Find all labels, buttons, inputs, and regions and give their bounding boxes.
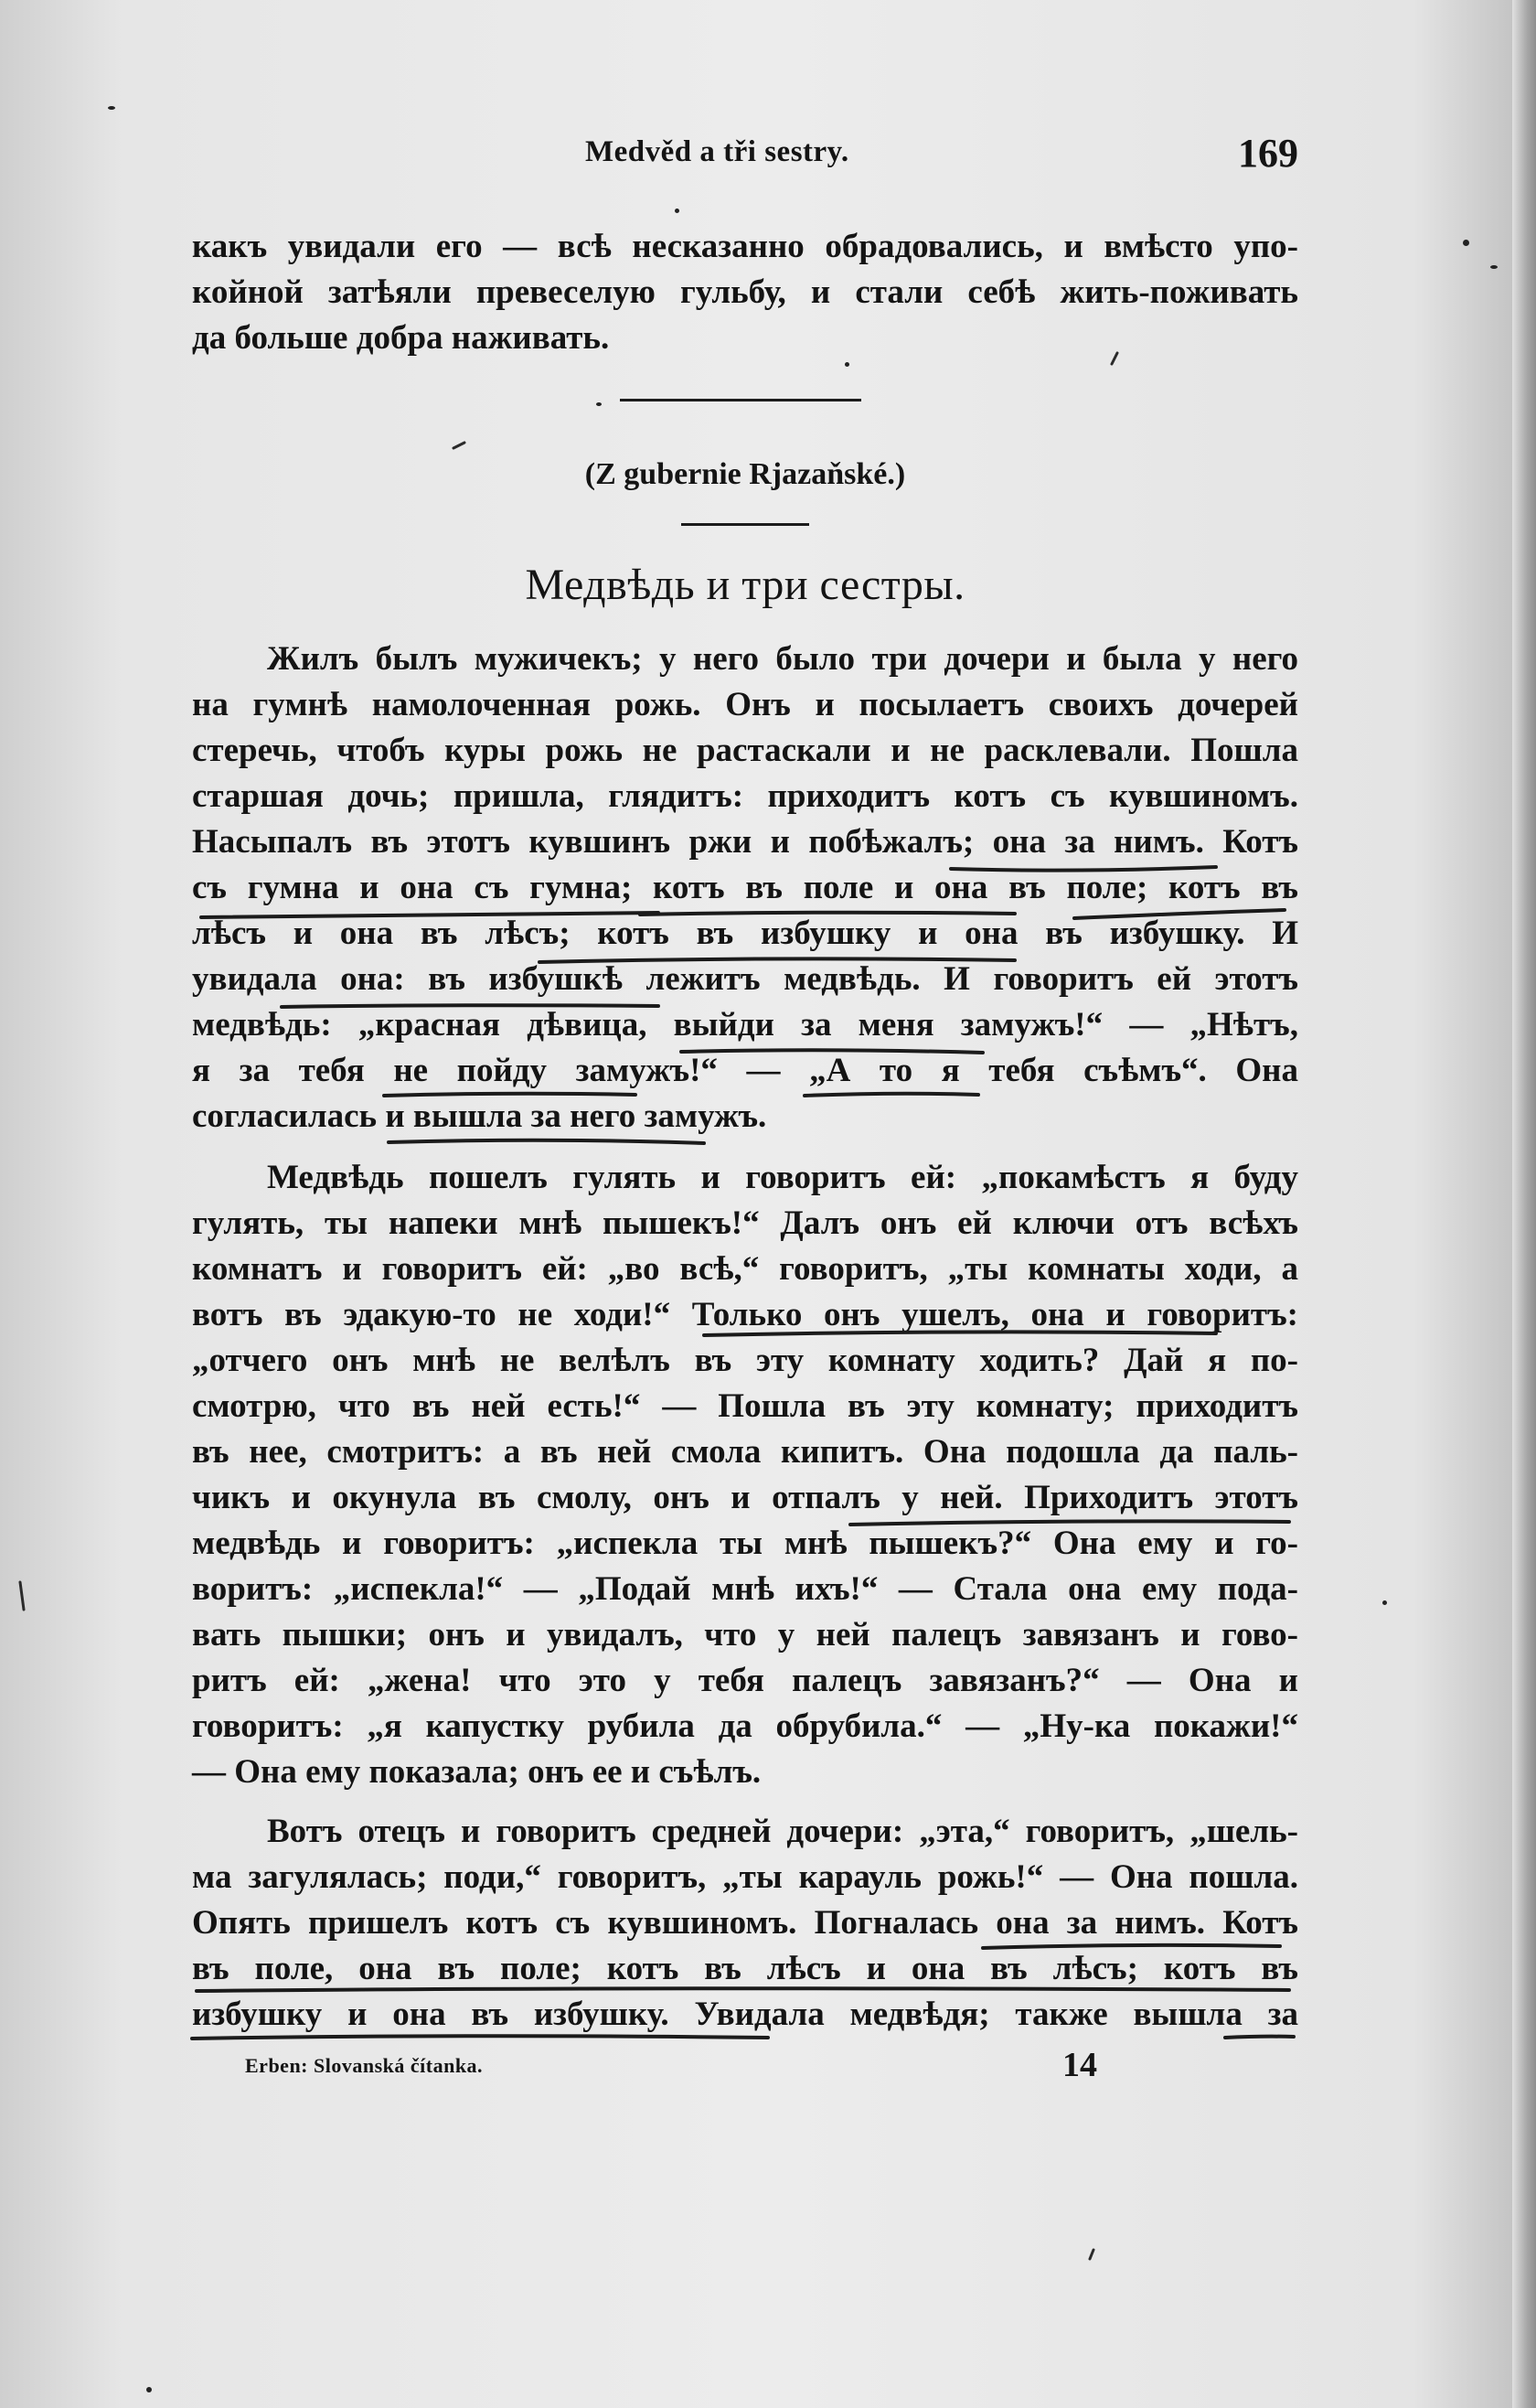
text-line: Вотъ отецъ и говоритъ средней дочери: „эта,“ говоритъ, „шель- <box>267 1813 1298 1850</box>
text-line: „отчего онъ мнѣ не велѣлъ въ эту комнату ходить? Дай я по- <box>192 1342 1298 1379</box>
text-line: на гумнѣ намолоченная рожь. Онъ и посылаетъ своихъ дочерей <box>192 686 1298 723</box>
scan-speck <box>1490 265 1498 269</box>
running-head-title: Medvěd a tři sestry. <box>585 135 849 168</box>
page-edge-shadow <box>1512 0 1536 2408</box>
text-line: ритъ ей: „жена! что это у тебя палецъ завязанъ?“ — Она и <box>192 1662 1298 1699</box>
text-line: согласилась и вышла за него замужъ. <box>192 1097 767 1135</box>
provenance-note: (Z gubernie Rjazaňské.) <box>584 457 906 491</box>
paragraph-3 <box>192 1809 1298 2038</box>
text-line: гулять, ты напеки мнѣ пышекъ!“ Далъ онъ ей ключи отъ всѣхъ <box>192 1204 1298 1242</box>
text-line: въ поле, она въ поле; котъ въ лѣсъ и она въ лѣсъ; котъ въ <box>192 1950 1298 1987</box>
text-line: въ нее, смотритъ: а въ ней смола кипитъ. Она подошла да паль- <box>192 1433 1298 1471</box>
text-line: ма загулялась; поди,“ говоритъ, „ты карауль рожь!“ — Она пошла. <box>192 1858 1298 1896</box>
paragraph-1 <box>192 637 1298 1140</box>
footer-source: Erben: Slovanská čítanka. <box>245 2054 484 2077</box>
scan-speck <box>146 2387 152 2392</box>
short-divider-rule <box>681 523 809 526</box>
scan-speck <box>1463 240 1469 246</box>
text-line: какъ увидали его — всѣ несказанно обрадовались, и вмѣсто упо- <box>192 228 1298 265</box>
text-line: Медвѣдь пошелъ гулять и говоритъ ей: „покамѣстъ я буду <box>267 1159 1298 1196</box>
page-number: 169 <box>1238 131 1298 176</box>
pencil-mark <box>1090 2250 1093 2259</box>
section-divider-rule <box>620 399 861 401</box>
story-title: Медвѣдь и три сестры. <box>525 561 965 609</box>
pencil-mark <box>453 443 464 448</box>
text-line: я за тебя не пойду замужъ!“ — „А то я тебя съѣмъ“. Она <box>192 1052 1298 1089</box>
text-line: да больше добра наживать. <box>192 319 610 357</box>
continuation-text <box>192 224 1298 361</box>
text-line: смотрю, что въ ней есть!“ — Пошла въ эту комнату; приходитъ <box>192 1387 1298 1425</box>
text-line: старшая дочь; пришла, глядитъ: приходитъ котъ съ кувшиномъ. <box>192 777 1298 815</box>
text-line: съ гумна и она съ гумна; котъ въ поле и она въ поле; котъ въ <box>192 869 1298 906</box>
text-line: Насыпалъ въ этотъ кувшинъ ржи и побѣжалъ; она за нимъ. Котъ <box>192 823 1298 861</box>
text-line: медвѣдь и говоритъ: „испекла ты мнѣ пышекъ?“ Она ему и го- <box>192 1525 1298 1562</box>
text-line: чикъ и окунула въ смолу, онъ и отпалъ у ней. Приходитъ этотъ <box>192 1479 1298 1516</box>
text-line: комнатъ и говоритъ ей: „во всѣ,“ говоритъ, „ты комнаты ходи, а <box>192 1250 1298 1288</box>
signature-mark: 14 <box>1062 2046 1097 2084</box>
pencil-underline <box>389 1140 704 1143</box>
text-line: стеречь, чтобъ куры рожь не растаскали и не расклевали. Пошла <box>192 732 1298 769</box>
text-line: медвѣдь: „красная дѣвица, выйди за меня замужъ!“ — „Нѣтъ, <box>192 1006 1298 1043</box>
scan-speck <box>108 106 115 110</box>
paragraph-2 <box>192 1155 1298 1795</box>
scan-speck <box>675 209 679 213</box>
scan-speck <box>1382 1600 1387 1605</box>
text-line: койной затѣяли превеселую гульбу, и стали себѣ жить-поживать <box>192 273 1298 311</box>
text-line: воритъ: „испекла!“ — „Подай мнѣ ихъ!“ — Стала она ему пода- <box>192 1570 1298 1608</box>
text-line: — Она ему показала; онъ ее и съѣлъ. <box>192 1753 762 1791</box>
text-line: Опять пришелъ котъ съ кувшиномъ. Погналась она за нимъ. Котъ <box>192 1904 1298 1942</box>
text-line: избушку и она въ избушку. Увидала медвѣдя; также вышла за <box>192 1996 1298 2033</box>
text-line: вать пышки; онъ и увидалъ, что у ней палецъ завязанъ и гово- <box>192 1616 1298 1653</box>
text-line: лѣсъ и она въ лѣсъ; котъ въ избушку и она въ избушку. И <box>192 915 1298 952</box>
pencil-mark <box>20 1582 24 1610</box>
scan-speck <box>596 402 602 406</box>
text-line: увидала она: въ избушкѣ лежитъ медвѣдь. И говоритъ ей этотъ <box>192 960 1298 998</box>
text-line: Жилъ былъ мужичекъ; у него было три дочери и была у него <box>267 640 1298 678</box>
scan-speck <box>845 362 849 367</box>
text-line: вотъ въ эдакую-то не ходи!“ Только онъ ушелъ, она и говоритъ: <box>192 1296 1298 1333</box>
text-line: говоритъ: „я капустку рубила да обрубила.“ — „Ну-ка покажи!“ <box>192 1707 1298 1745</box>
running-head <box>192 131 1298 181</box>
